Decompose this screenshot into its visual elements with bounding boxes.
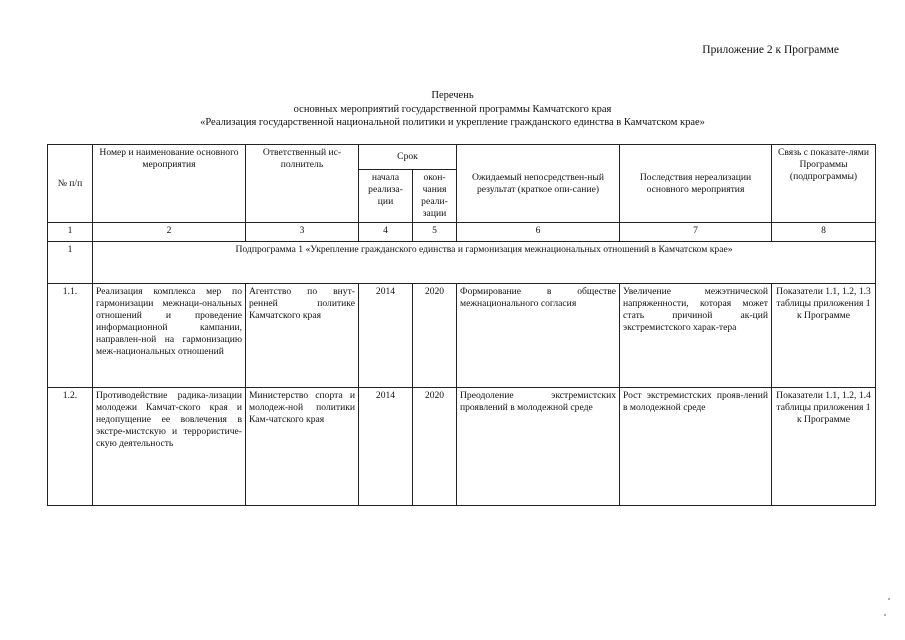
subprogram-num: 1 bbox=[48, 242, 93, 284]
row-name: Противодействие радика-лизации молодежи Камчат-ского края и недопущение ее вовлечения в экстре-мистскую и террористиче-скую деятельность bbox=[93, 388, 246, 506]
column-number: 8 bbox=[772, 223, 876, 242]
row-result: Преодоление экстремистских проявлений в молодежной среде bbox=[457, 388, 620, 506]
header-row bbox=[48, 145, 876, 170]
document-heading bbox=[0, 89, 905, 130]
heading-title: Перечень bbox=[431, 90, 474, 101]
header-consequences: Последствия нереализации основного мероприятия bbox=[620, 145, 772, 223]
row-num: 1.2. bbox=[48, 388, 93, 506]
header-start: начала реализа-ции bbox=[359, 170, 413, 223]
row-link: Показатели 1.1, 1.2, 1.4 таблицы приложения 1 к Программе bbox=[772, 388, 876, 506]
column-number: 5 bbox=[413, 223, 457, 242]
row-start: 2014 bbox=[359, 388, 413, 506]
row-name: Реализация комплекса мер по гармонизации межнаци-ональных отношений и проведение информационной кампании, направлен-ной на гармонизацию меж-национальных отношений bbox=[93, 284, 246, 388]
table-row bbox=[48, 284, 876, 388]
appendix-label: Приложение 2 к Программе bbox=[702, 44, 839, 56]
row-start: 2014 bbox=[359, 284, 413, 388]
header-result: Ожидаемый непосредствен-ный результат (краткое опи-сание) bbox=[457, 145, 620, 223]
header-end: окон-чания реали-зации bbox=[413, 170, 457, 223]
table-row bbox=[48, 388, 876, 506]
column-numbers-row bbox=[48, 223, 876, 242]
column-number: 1 bbox=[48, 223, 93, 242]
subprogram-title: Подпрограмма 1 «Укрепление гражданского единства и гармонизация межнациональных отношений в Камчатском крае» bbox=[93, 242, 876, 284]
row-consequences: Увеличение межэтнической напряженности, которая может стать причиной ак-ций экстремистского харак-тера bbox=[620, 284, 772, 388]
heading-program-name: «Реализация государственной национальной политики и укрепление гражданского единства в Камчатском крае» bbox=[200, 117, 705, 128]
header-term: Срок bbox=[359, 145, 457, 170]
scan-speck bbox=[888, 598, 890, 600]
row-end: 2020 bbox=[413, 284, 457, 388]
header-link: Связь с показате-лями Программы (подпрограммы) bbox=[772, 145, 876, 223]
header-responsible: Ответственный ис-полнитель bbox=[246, 145, 359, 223]
header-name: Номер и наименование основного мероприятия bbox=[93, 145, 246, 223]
measures-table bbox=[47, 144, 876, 506]
heading-subtitle: основных мероприятий государственной программы Камчатского края bbox=[293, 103, 612, 115]
row-responsible: Министерство спорта и молодеж-ной политики Кам-чатского края bbox=[246, 388, 359, 506]
subprogram-row bbox=[48, 242, 876, 284]
column-number: 3 bbox=[246, 223, 359, 242]
column-number: 4 bbox=[359, 223, 413, 242]
row-responsible: Агентство по внут-ренней политике Камчатского края bbox=[246, 284, 359, 388]
row-result: Формирование в обществе межнационального согласия bbox=[457, 284, 620, 388]
column-number: 6 bbox=[457, 223, 620, 242]
row-num: 1.1. bbox=[48, 284, 93, 388]
row-consequences: Рост экстремистских прояв-лений в молодежной среде bbox=[620, 388, 772, 506]
row-link: Показатели 1.1, 1.2, 1.3 таблицы приложения 1 к Программе bbox=[772, 284, 876, 388]
scan-speck bbox=[884, 614, 886, 616]
column-number: 2 bbox=[93, 223, 246, 242]
header-num: № п/п bbox=[48, 145, 93, 223]
row-end: 2020 bbox=[413, 388, 457, 506]
column-number: 7 bbox=[620, 223, 772, 242]
